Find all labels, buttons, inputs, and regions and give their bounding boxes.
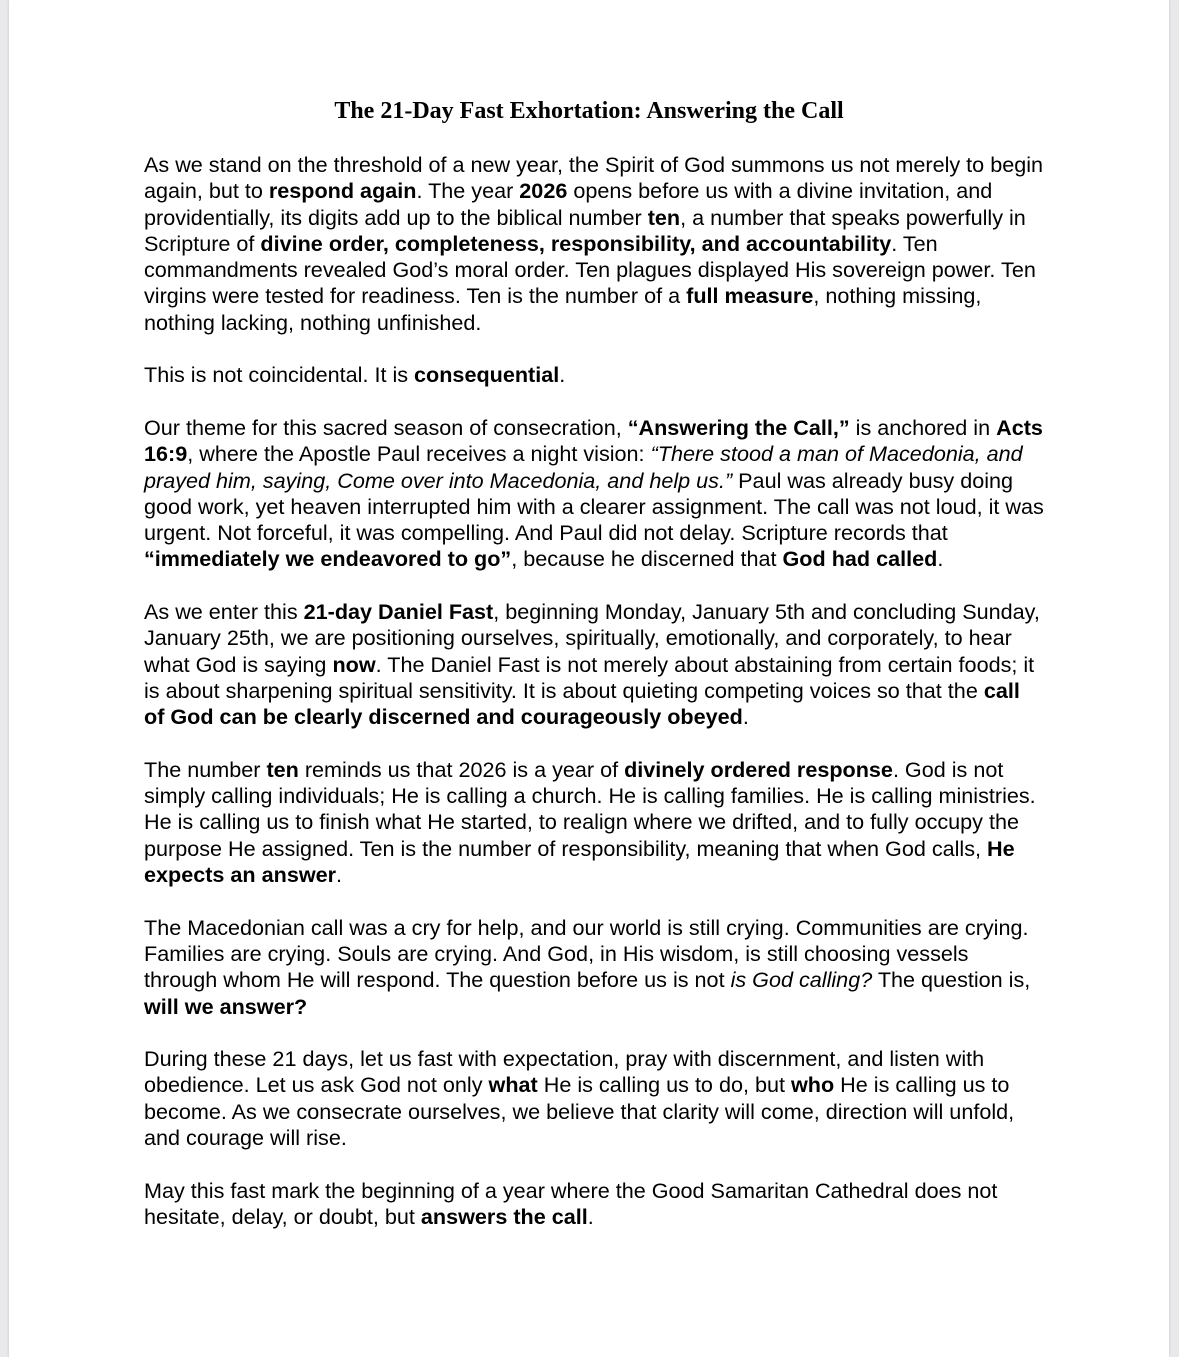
bold-text: now <box>332 651 376 677</box>
bold-text: Acts 16:9 <box>144 414 1043 467</box>
bold-text: ten <box>266 756 299 782</box>
text-run: . <box>559 362 566 388</box>
text-run: May this fast mark the beginning of a year where the Good Samaritan Cathedral does not hesitate, delay, or doubt, but <box>144 1177 998 1229</box>
italic-text: “There stood a man of Macedonia, and prayed him, saying, Come over into Macedonia, and help us.” <box>144 441 1023 493</box>
text-run: . The year <box>416 178 520 204</box>
bold-text: consequential <box>414 362 560 388</box>
paragraph-8 <box>144 1178 1044 1231</box>
bold-text: God had called <box>782 546 938 572</box>
text-run: . God is not simply calling individuals; He is calling a church. He is calling families. He is calling ministries. He is calling us to finish what He started, to realign where we drifted, and to fully occupy the purpose He assigned. Ten is the number of responsibility, meaning that when God calls, <box>144 756 1036 861</box>
bold-text: answers the call <box>420 1203 588 1229</box>
paragraph-4 <box>144 599 1044 730</box>
text-run: . <box>336 862 343 888</box>
text-run: . <box>587 1203 594 1229</box>
bold-text: call of God can be clearly discerned and courageously obeyed <box>144 677 1020 730</box>
bold-text: what <box>488 1072 538 1098</box>
text-run: As we enter this <box>144 599 304 625</box>
paragraph-1 <box>144 152 1044 336</box>
text-run: reminds us that 2026 is a year of <box>298 756 625 782</box>
text-run: The question is, <box>872 967 1031 993</box>
bold-text: full measure <box>686 283 814 309</box>
bold-text: divinely ordered response <box>624 756 893 782</box>
text-run: He is calling us to become. As we consecrate ourselves, we believe that clarity will come, direction will unfold, and courage will rise. <box>144 1072 1015 1150</box>
bold-text: 21-day Daniel Fast <box>303 599 494 625</box>
text-run: Our theme for this sacred season of consecration, <box>144 414 628 440</box>
bold-text: divine order, completeness, responsibility, and accountability <box>260 230 892 256</box>
paragraph-2 <box>144 362 1044 388</box>
paragraph-5 <box>144 757 1044 888</box>
paragraph-6 <box>144 915 1044 1020</box>
paragraph-3 <box>144 415 1044 573</box>
text-run: This is not coincidental. It is <box>144 362 415 388</box>
text-run: As we stand on the threshold of a new year, the Spirit of God summons us not merely to begin again, but to <box>144 152 1044 204</box>
bold-text: will we answer? <box>144 993 308 1019</box>
text-run: The Macedonian call was a cry for help, and our world is still crying. Communities are crying. Families are crying. Souls are crying. And God, in His wisdom, is still choosing vessels through whom He will respond. The question before us is not <box>144 914 1029 993</box>
paragraph-7 <box>144 1046 1044 1151</box>
document-body <box>144 152 1044 1256</box>
text-run: opens before us with a divine invitation, and providentially, its digits add up to the biblical number <box>144 178 993 230</box>
text-run: , a number that speaks powerfully in Scripture of <box>144 204 1026 256</box>
bold-text: ten <box>647 204 681 230</box>
text-run: , where the Apostle Paul receives a night vision: <box>187 441 651 467</box>
text-run: The number <box>144 756 267 782</box>
bold-text: “Answering the Call,” <box>627 414 850 440</box>
bold-text: 2026 <box>519 178 568 204</box>
bold-text: “immediately we endeavored to go” <box>144 546 512 572</box>
text-run: . The Daniel Fast is not merely about abstaining from certain foods; it is about sharpening spiritual sensitivity. It is about quieting competing voices so that the <box>144 651 1035 703</box>
text-run: . <box>742 704 749 730</box>
text-run: . Ten commandments revealed God’s moral order. Ten plagues displayed His sovereign power. Ten virgins were tested for readiness. Ten is the number of a <box>144 230 1036 309</box>
text-run: , beginning Monday, January 5th and concluding Sunday, January 25th, we are positioning ourselves, spiritually, emotionally, and corporately, to hear what God is saying <box>144 599 1040 677</box>
italic-text: is God calling? <box>730 967 873 993</box>
text-run: . <box>937 546 944 572</box>
text-run: , because he discerned that <box>511 546 783 572</box>
bold-text: respond again <box>268 178 417 204</box>
text-run: is anchored in <box>849 414 997 440</box>
bold-text: who <box>790 1072 835 1098</box>
text-run: During these 21 days, let us fast with expectation, pray with discernment, and listen with obedience. Let us ask God not only <box>144 1046 985 1098</box>
text-run: He is calling us to do, but <box>537 1072 791 1098</box>
bold-text: He expects an answer <box>144 835 1015 888</box>
document-page <box>9 0 1169 1357</box>
text-run: Paul was already busy doing good work, yet heaven interrupted him with a clearer assignment. The call was not loud, it was urgent. Not forceful, it was compelling. And Paul did not delay. Scripture records that <box>144 467 1044 546</box>
text-run: , nothing missing, nothing lacking, nothing unfinished. <box>144 283 982 335</box>
document-title: The 21-Day Fast Exhortation: Answering the Call <box>334 98 844 124</box>
